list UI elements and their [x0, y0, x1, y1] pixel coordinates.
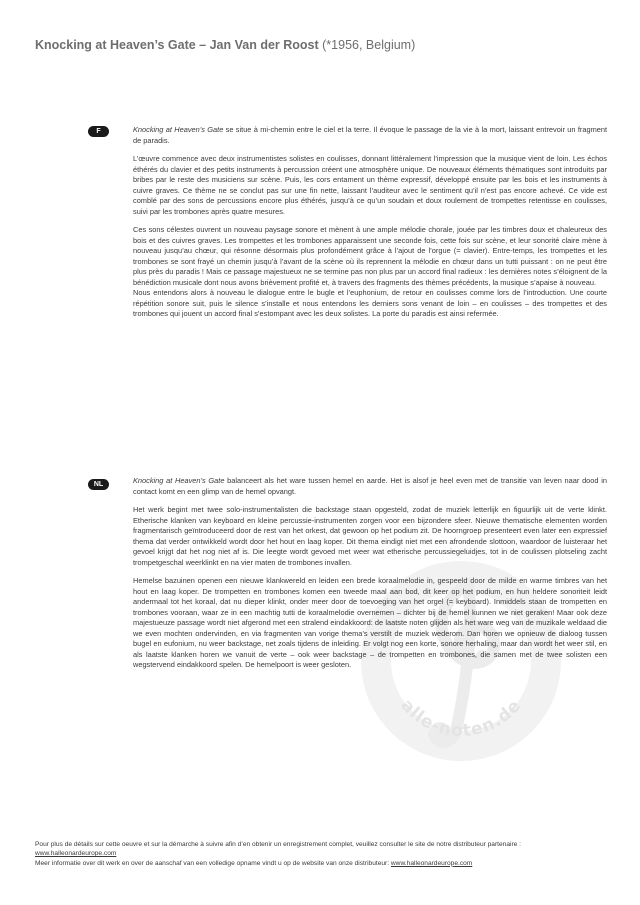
paragraph-text: L’œuvre commence avec deux instrumentistes solistes en coulisses, donnant littéralement l’impression que la musique vient de loin. Les échos éthérés du clavier et des petits instruments à percussion créent une atmosphère unique. De nouveaux éléments thématiques sont introduits par bribes par le reste des musiciens sur scène. Puis, les cors entament un thème expressif, développé ensuite par les bois et les instruments à cuivre graves. Ce thème ne se conclut pas sur une fin nette, laissant l’auditeur avec le sentiment qu’il n’est pas encore achevé. Ce vide est comblé par des sons de percussions encore plus éthérés, jusqu’à ce qu’un soudain et doux roulement de trompettes retentisse en coulisses, suivi par les trombones après quatre mesures.: [133, 154, 607, 216]
page-title: [35, 38, 415, 52]
paragraph-text: balanceert als het ware tussen hemel en aarde. Het is alsof je heel even met de transitie van leven naar dood in contact komt en een glimp van de hemel opvangt.: [133, 476, 607, 496]
distributor-link-fr[interactable]: www.halleonardeurope.com: [35, 850, 117, 858]
paragraph: [133, 288, 607, 320]
paragraph: [133, 225, 607, 288]
paragraph-text: Het werk begint met twee solo-instrumentalisten die backstage staan opgesteld, zodat de muziek letterlijk en figuurlijk uit de verte klinkt. Etherische klanken van keyboard en kleine percussie-instrumenten zorgen voor een bijzondere sfeer. Nieuwe thematische elementen worden fragmentarisch geïntroduceerd door de rest van het orkest, dat gewoon op het podium zit. De hoorngroep presenteert even later een expressief thema dat verder ontwikkeld wordt door het hout en laag koper. Dit thema eindigt niet met een afrondende slottoon, waardoor de luisteraar het gevoel krijgt dat het nog niet af is. Die leegte wordt gevoed met weer wat etherische percussiegeluidjes, tot in de coulissen plotseling zacht trompetgeschal weerklinkt en na vier maten de trombones invallen.: [133, 505, 607, 567]
paragraph-text: Hemelse bazuinen openen een nieuwe klankwereld en leiden een brede koraalmelodie in, gespeeld door de milde en warme timbres van het hout en laag koper. De trompetten en trombones komen een tweede maal aan bod, dit keer op het podium, en hun heldere sonoriteit leidt andermaal tot het koraal, dat nu dieper klinkt, onder meer door de toevoeging van het orgel (= keyboard). Inmiddels staan de trompetten en trombones vooraan, waar ze in een machtig tutti de koraalmelodie overnemen – dichter bij de hemel kunnen we niet geraken! Maar ook deze majestueuze passage wordt niet afgerond met een stralend eindakkoord: de laatste noten glijden als het ware weg van de muzikale weldaad die we even mochten ondervinden, en via fragmenten van vorige thema’s verstilt de muziek wederom. Dan horen we opnieuw de dialoog tussen bugel en eufonium, nu weer backstage, net zoals tijdens de inleiding. Er volgt nog een korte, sonore herhaling, maar dan wordt het weer stil, en als laatste klanken horen we vanuit de verte – ook weer backstage – de trompetten en trombones, die samen met de twee solisten een wegstervend eindakkoord spelen. De hemelpoort is weer gesloten.: [133, 576, 607, 669]
title-subtitle: (*1956, Belgium): [322, 38, 416, 52]
distributor-link-nl[interactable]: www.halleonardeurope.com: [390, 859, 473, 867]
language-badge-fr: F: [88, 126, 109, 137]
section-french: [133, 125, 607, 328]
footer-line-fr: [35, 840, 595, 859]
footer: [35, 840, 595, 868]
paragraph-text: se situe à mi-chemin entre le ciel et la terre. Il évoque le passage de la vie à la mort, laissant entrevoir un fragment de paradis.: [133, 125, 607, 145]
paragraph-text: Ces sons célestes ouvrent un nouveau paysage sonore et mènent à une ample mélodie chorale, jouée par les timbres doux et chaleureux des bois et des cuivres graves. Les trompettes et les trombones apparaissent une seconde fois, cette fois sur scène, et leur sonorité claire mène à nouveau jusqu’au chœur, qui résonne désormais plus profondément grâce à l’ajout de l’orgue (= clavier). Entre-temps, les trompettes et les trombones se sont frayé un chemin jusqu’à l’avant de la scène où ils reprennent la mélodie en chœur dans un tutti puissant : on ne peut être plus près du paradis ! Mais ce passage majestueux ne se termine pas non plus par un accord final radieux : les dernières notes s’éloignent de la bénédiction musicale dont nous avons brièvement profité et, à travers des fragments des thèmes précédents, la musique s’apaise à nouveau.: [133, 225, 607, 287]
paragraph: [133, 154, 607, 217]
footer-line-nl: [35, 859, 595, 868]
footer-text-fr: Pour plus de détails sur cette oeuvre et sur la démarche à suivre afin d’en obtenir un enregistrement complet, veuillez consulter le site de notre distributeur partenaire :: [35, 841, 521, 848]
paragraph: [133, 505, 607, 568]
section-dutch: [133, 476, 607, 679]
title-main: Knocking at Heaven’s Gate – Jan Van der Roost: [35, 38, 319, 52]
paragraph: [133, 576, 607, 671]
paragraph: [133, 125, 607, 146]
paragraph: [133, 476, 607, 497]
footer-text-nl: Meer informatie over dit werk en over de aanschaf van een volledige opname vindt u op de website van onze distributeur:: [35, 859, 390, 867]
language-badge-nl: NL: [88, 479, 109, 490]
watermark-text: alle-noten.de: [396, 695, 526, 742]
work-title: Knocking at Heaven’s Gate: [133, 476, 225, 485]
work-title: Knocking at Heaven’s Gate: [133, 125, 224, 134]
paragraph-text: Nous entendons alors à nouveau le dialogue entre le bugle et l’euphonium, de retour en coulisses comme lors de l’introduction. Une courte répétition sonore suit, puis le silence s’installe et nous entendons les derniers sons venant de loin – en coulisses – des trompettes et des trombones qui jouent un accord final s’estompant avec les deux solistes. La porte du paradis est ainsi refermée.: [133, 288, 607, 318]
